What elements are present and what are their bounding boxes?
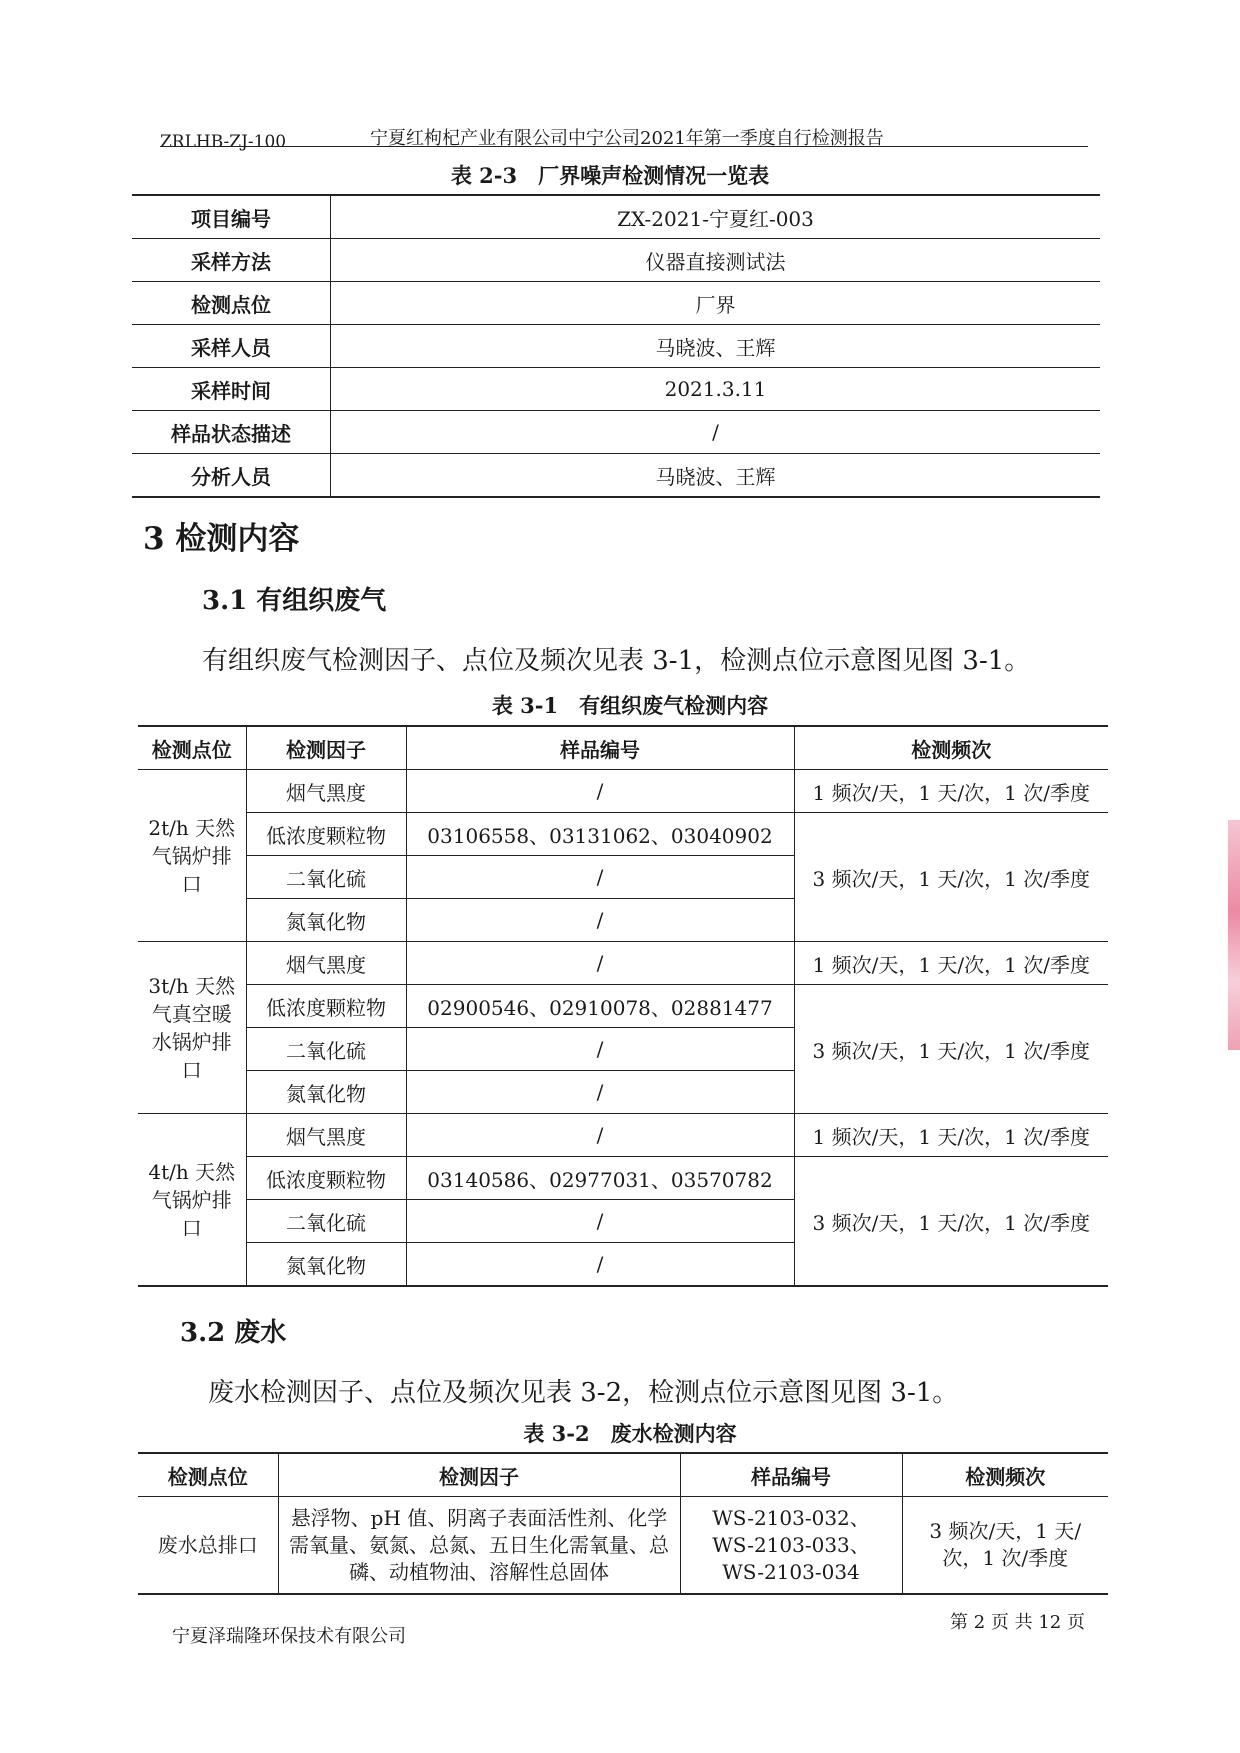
- cell-factor: 二氧化硫: [246, 1200, 406, 1243]
- cell-location: 2t/h 天然气锅炉排口: [138, 770, 246, 942]
- cell-frequency: 1 频次/天，1 天/次，1 次/季度: [794, 942, 1108, 985]
- cell-factor: 氮氧化物: [246, 1071, 406, 1114]
- cell-factor: 烟气黑度: [246, 1114, 406, 1157]
- cell-sample-id: /: [406, 856, 794, 899]
- cell-frequency: 3 频次/天，1 天/次，1 次/季度: [902, 1497, 1108, 1595]
- row-value: 2021.3.11: [331, 368, 1101, 411]
- table-3-2-header-row: [138, 1453, 1108, 1497]
- table-row: [132, 368, 1100, 411]
- cell-frequency: 3 频次/天，1 天/次，1 次/季度: [794, 813, 1108, 942]
- table-3-1: [138, 725, 1108, 1287]
- cell-sample-id: /: [406, 770, 794, 813]
- header-location: 检测点位: [138, 726, 246, 770]
- cell-factor: 二氧化硫: [246, 856, 406, 899]
- cell-sample-ids: [680, 1497, 902, 1595]
- table-row: [138, 985, 1108, 1028]
- row-value: 马晓波、王辉: [331, 325, 1101, 368]
- table-3-1-header-row: [138, 726, 1108, 770]
- row-value: 马晓波、王辉: [331, 454, 1101, 498]
- section-3-1-text: 有组织废气检测因子、点位及频次见表 3-1，检测点位示意图见图 3-1。: [202, 646, 1031, 676]
- row-label: 采样方法: [132, 239, 331, 282]
- sample-id-line: WS-2103-033、: [712, 1532, 870, 1557]
- report-title: 宁夏红枸杞产业有限公司中宁公司2021年第一季度自行检测报告: [370, 128, 884, 149]
- sample-id-line: WS-2103-032、: [712, 1505, 870, 1530]
- section-3-2-text: 废水检测因子、点位及频次见表 3-2，检测点位示意图见图 3-1。: [208, 1378, 959, 1408]
- section-3-2-title: 3.2 废水: [180, 1318, 287, 1348]
- table-row: [138, 770, 1108, 813]
- cell-sample-id: 03106558、03131062、03040902: [406, 813, 794, 856]
- row-label: 检测点位: [132, 282, 331, 325]
- cell-sample-id: 02900546、02910078、02881477: [406, 985, 794, 1028]
- cell-factor: 氮氧化物: [246, 1243, 406, 1287]
- header-location: 检测点位: [138, 1453, 278, 1497]
- cell-sample-id: /: [406, 942, 794, 985]
- seal-stamp-edge: [1228, 820, 1240, 1050]
- cell-frequency: 3 频次/天，1 天/次，1 次/季度: [794, 985, 1108, 1114]
- cell-sample-id: /: [406, 899, 794, 942]
- cell-factor: 低浓度颗粒物: [246, 1157, 406, 1200]
- cell-frequency: 1 频次/天，1 天/次，1 次/季度: [794, 1114, 1108, 1157]
- cell-sample-id: /: [406, 1200, 794, 1243]
- row-label: 样品状态描述: [132, 411, 331, 454]
- cell-location: 废水总排口: [138, 1497, 278, 1595]
- table-row: [138, 1497, 1108, 1595]
- table-row: [132, 239, 1100, 282]
- table-3-1-caption: 表 3-1 有组织废气检测内容: [491, 693, 769, 718]
- row-value: /: [331, 411, 1101, 454]
- cell-sample-id: /: [406, 1114, 794, 1157]
- cell-frequency: 1 频次/天，1 天/次，1 次/季度: [794, 770, 1108, 813]
- table-row: [132, 325, 1100, 368]
- table-row: [132, 195, 1100, 239]
- cell-factor: 氮氧化物: [246, 899, 406, 942]
- sample-id-line: WS-2103-034: [722, 1559, 860, 1584]
- cell-frequency: 3 频次/天，1 天/次，1 次/季度: [794, 1157, 1108, 1287]
- cell-sample-id: /: [406, 1243, 794, 1287]
- section-3-1-title: 3.1 有组织废气: [202, 586, 387, 616]
- cell-sample-id: 03140586、02977031、03570782: [406, 1157, 794, 1200]
- table-row: [138, 942, 1108, 985]
- table-row: [132, 411, 1100, 454]
- table-row: [138, 1114, 1108, 1157]
- header-factor: 检测因子: [278, 1453, 680, 1497]
- section-3-title: 3 检测内容: [143, 521, 300, 557]
- row-value: 厂界: [331, 282, 1101, 325]
- header-sample-id: 样品编号: [406, 726, 794, 770]
- header-sample-id: 样品编号: [680, 1453, 902, 1497]
- cell-location: 3t/h 天然气真空暖水锅炉排口: [138, 942, 246, 1114]
- row-value: 仪器直接测试法: [331, 239, 1101, 282]
- row-label: 采样人员: [132, 325, 331, 368]
- header-divider: [160, 146, 1088, 147]
- cell-factor: 烟气黑度: [246, 770, 406, 813]
- table-2-3: [132, 194, 1100, 498]
- table-row: [132, 454, 1100, 498]
- cell-factors: 悬浮物、pH 值、阴离子表面活性剂、化学需氧量、氨氮、总氮、五日生化需氧量、总磷、动植物油、溶解性总固体: [278, 1497, 680, 1595]
- cell-factor: 烟气黑度: [246, 942, 406, 985]
- cell-location: 4t/h 天然气锅炉排口: [138, 1114, 246, 1287]
- header-frequency: 检测频次: [794, 726, 1108, 770]
- table-row: [132, 282, 1100, 325]
- table-2-3-caption: 表 2-3 厂界噪声检测情况一览表: [450, 163, 770, 188]
- header-factor: 检测因子: [246, 726, 406, 770]
- footer-company: 宁夏泽瑞隆环保技术有限公司: [172, 1626, 406, 1647]
- row-label: 项目编号: [132, 195, 331, 239]
- header-frequency: 检测频次: [902, 1453, 1108, 1497]
- table-3-2: [138, 1452, 1108, 1595]
- cell-sample-id: /: [406, 1071, 794, 1114]
- page-number: 第 2 页 共 12 页: [950, 1612, 1085, 1633]
- table-3-2-caption: 表 3-2 废水检测内容: [523, 1421, 737, 1446]
- row-value: ZX-2021-宁夏红-003: [331, 195, 1101, 239]
- row-label: 采样时间: [132, 368, 331, 411]
- row-label: 分析人员: [132, 454, 331, 498]
- cell-sample-id: /: [406, 1028, 794, 1071]
- table-row: [138, 1157, 1108, 1200]
- table-row: [138, 813, 1108, 856]
- cell-factor: 二氧化硫: [246, 1028, 406, 1071]
- document-code: ZRLHB-ZJ-100: [160, 132, 287, 152]
- cell-factor: 低浓度颗粒物: [246, 985, 406, 1028]
- cell-factor: 低浓度颗粒物: [246, 813, 406, 856]
